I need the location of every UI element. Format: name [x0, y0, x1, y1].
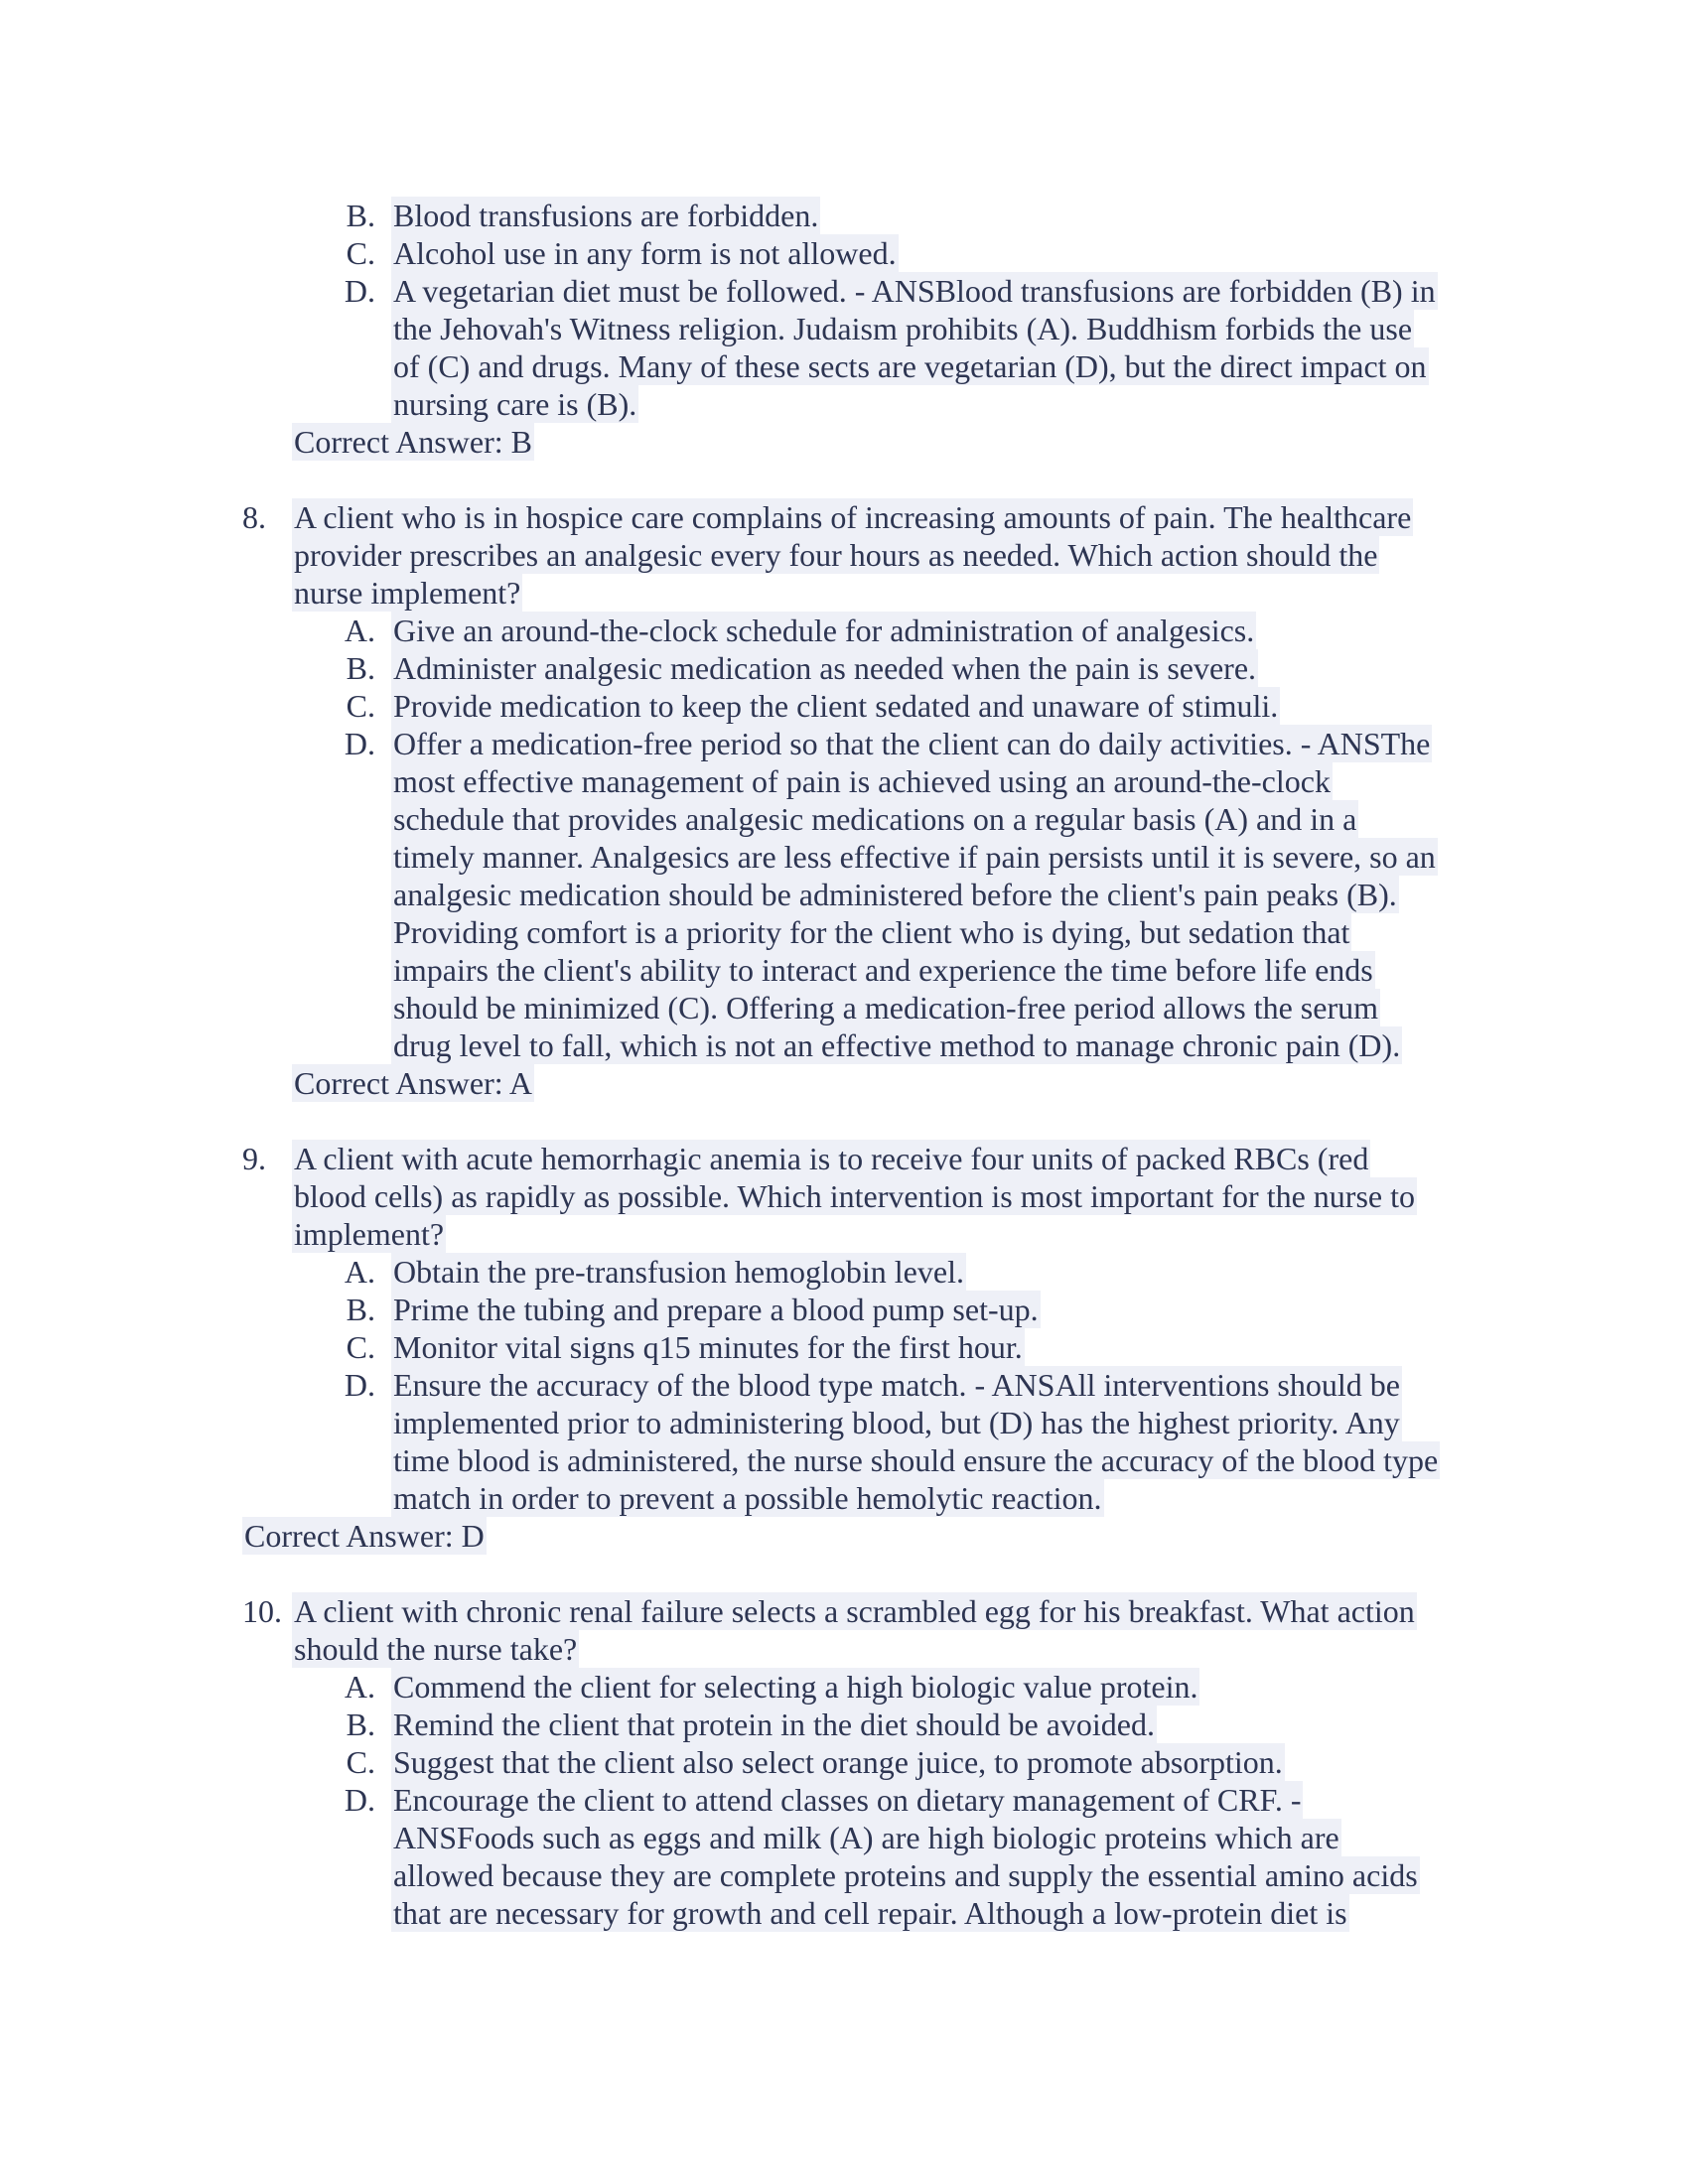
- correct-answer: Correct Answer: D: [244, 1518, 485, 1554]
- option-letter: C.: [346, 1744, 375, 1780]
- question-number: 10.: [242, 1593, 282, 1629]
- option-text: Encourage the client to attend classes on dietary management of CRF. -: [393, 1782, 1302, 1818]
- option-text: implemented prior to administering blood, but (D) has the highest priority. Any: [393, 1405, 1400, 1440]
- option-letter: C.: [346, 688, 375, 724]
- option-text: Obtain the pre-transfusion hemoglobin level.: [393, 1254, 964, 1290]
- question-text: should the nurse take?: [294, 1631, 578, 1667]
- correct-answer: Correct Answer: A: [294, 1065, 532, 1101]
- option-text: Administer analgesic medication as needed when the pain is severe.: [393, 650, 1257, 686]
- option-letter: B.: [346, 1706, 375, 1742]
- question-number: 8.: [242, 499, 266, 535]
- option-text: Give an around-the-clock schedule for administration of analgesics.: [393, 613, 1255, 648]
- option-text: the Jehovah's Witness religion. Judaism prohibits (A). Buddhism forbids the use: [393, 311, 1413, 346]
- option-letter: D.: [344, 1782, 375, 1818]
- option-text: most effective management of pain is achieved using an around-the-clock: [393, 763, 1331, 799]
- question-text: A client who is in hospice care complains of increasing amounts of pain. The healthcare: [294, 499, 1412, 535]
- option-text: Monitor vital signs q15 minutes for the first hour.: [393, 1329, 1023, 1365]
- option-letter: D.: [344, 273, 375, 309]
- correct-answer: Correct Answer: B: [294, 424, 532, 460]
- option-text: Commend the client for selecting a high biologic value protein.: [393, 1669, 1198, 1705]
- option-text: Offer a medication-free period so that the client can do daily activities. - ANSThe: [393, 726, 1431, 761]
- question-text: nurse implement?: [294, 575, 521, 611]
- question-text: A client with acute hemorrhagic anemia is to receive four units of packed RBCs (red: [294, 1141, 1369, 1176]
- question-text: provider prescribes an analgesic every four hours as needed. Which action should the: [294, 537, 1378, 573]
- option-letter: A.: [344, 613, 375, 648]
- question-text: implement?: [294, 1216, 445, 1252]
- option-text: time blood is administered, the nurse should ensure the accuracy of the blood type: [393, 1442, 1439, 1478]
- option-text: Blood transfusions are forbidden.: [393, 198, 819, 233]
- option-text: should be minimized (C). Offering a medication-free period allows the serum: [393, 990, 1378, 1025]
- option-text: impairs the client's ability to interact and experience the time before life ends: [393, 952, 1373, 988]
- option-text: Prime the tubing and prepare a blood pump set-up.: [393, 1292, 1039, 1327]
- option-letter: B.: [346, 650, 375, 686]
- option-letter: D.: [344, 1367, 375, 1403]
- option-text: Providing comfort is a priority for the client who is dying, but sedation that: [393, 914, 1350, 950]
- option-text: Ensure the accuracy of the blood type match. - ANSAll interventions should be: [393, 1367, 1400, 1403]
- option-text: nursing care is (B).: [393, 386, 637, 422]
- option-text: Remind the client that protein in the diet should be avoided.: [393, 1706, 1155, 1742]
- option-text: of (C) and drugs. Many of these sects are vegetarian (D), but the direct impact on: [393, 348, 1427, 384]
- question-text: A client with chronic renal failure selects a scrambled egg for his breakfast. What action: [294, 1593, 1415, 1629]
- question-text: blood cells) as rapidly as possible. Which intervention is most important for the nurse to: [294, 1178, 1415, 1214]
- option-text: schedule that provides analgesic medications on a regular basis (A) and in a: [393, 801, 1357, 837]
- option-text: ANSFoods such as eggs and milk (A) are high biologic proteins which are: [393, 1820, 1339, 1855]
- option-text: match in order to prevent a possible hemolytic reaction.: [393, 1480, 1102, 1516]
- option-letter: C.: [346, 235, 375, 271]
- option-text: Suggest that the client also select orange juice, to promote absorption.: [393, 1744, 1283, 1780]
- option-letter: C.: [346, 1329, 375, 1365]
- option-text: analgesic medication should be administered before the client's pain peaks (B).: [393, 877, 1397, 912]
- option-text: allowed because they are complete proteins and supply the essential amino acids: [393, 1857, 1418, 1893]
- option-text: Provide medication to keep the client sedated and unaware of stimuli.: [393, 688, 1279, 724]
- option-letter: A.: [344, 1669, 375, 1705]
- question-number: 9.: [242, 1141, 266, 1176]
- option-text: that are necessary for growth and cell repair. Although a low-protein diet is: [393, 1895, 1347, 1931]
- option-letter: B.: [346, 198, 375, 233]
- option-text: A vegetarian diet must be followed. - ANSBlood transfusions are forbidden (B) in: [393, 273, 1436, 309]
- option-text: drug level to fall, which is not an effective method to manage chronic pain (D).: [393, 1027, 1401, 1063]
- option-letter: A.: [344, 1254, 375, 1290]
- option-text: timely manner. Analgesics are less effective if pain persists until it is severe, so an: [393, 839, 1436, 875]
- option-text: Alcohol use in any form is not allowed.: [393, 235, 897, 271]
- option-letter: D.: [344, 726, 375, 761]
- option-letter: B.: [346, 1292, 375, 1327]
